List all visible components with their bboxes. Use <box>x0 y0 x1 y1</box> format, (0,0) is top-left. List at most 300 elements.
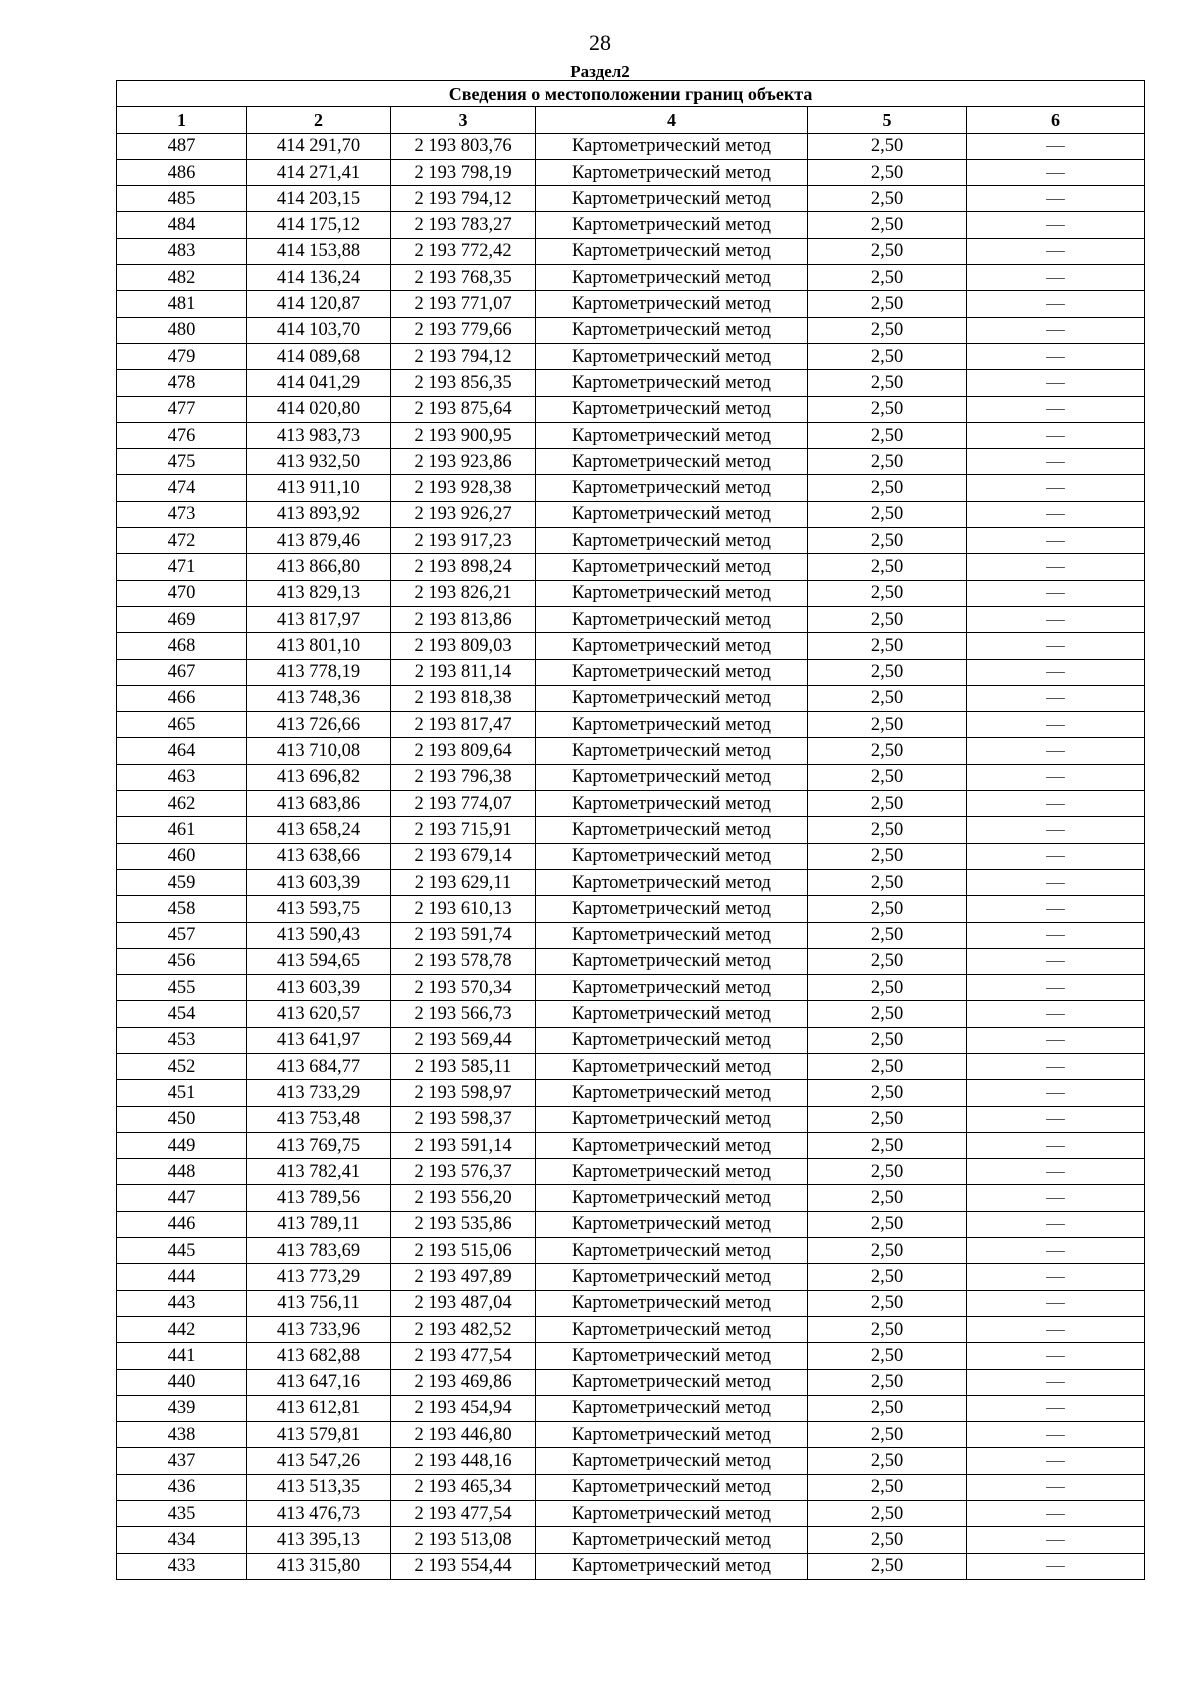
point-number-cell: 454 <box>117 1001 247 1027</box>
x-coordinate-cell: 414 103,70 <box>247 317 391 343</box>
point-number-cell: 472 <box>117 528 247 554</box>
y-coordinate-cell: 2 193 554,44 <box>391 1553 536 1579</box>
description-cell: — <box>967 712 1145 738</box>
description-cell: — <box>967 948 1145 974</box>
point-number-cell: 464 <box>117 738 247 764</box>
point-number-cell: 456 <box>117 948 247 974</box>
precision-cell: 2,50 <box>808 791 967 817</box>
description-cell: — <box>967 1369 1145 1395</box>
precision-cell: 2,50 <box>808 449 967 475</box>
description-cell: — <box>967 843 1145 869</box>
y-coordinate-cell: 2 193 794,12 <box>391 186 536 212</box>
point-number-cell: 438 <box>117 1422 247 1448</box>
table-row <box>117 396 1145 422</box>
point-number-cell: 462 <box>117 791 247 817</box>
x-coordinate-cell: 413 789,11 <box>247 1211 391 1237</box>
y-coordinate-cell: 2 193 629,11 <box>391 869 536 895</box>
table-row <box>117 343 1145 369</box>
table-row <box>117 317 1145 343</box>
x-coordinate-cell: 413 641,97 <box>247 1027 391 1053</box>
precision-cell: 2,50 <box>808 1290 967 1316</box>
table-row <box>117 712 1145 738</box>
precision-cell: 2,50 <box>808 712 967 738</box>
point-number-cell: 448 <box>117 1159 247 1185</box>
table-row <box>117 1159 1145 1185</box>
point-number-cell: 442 <box>117 1316 247 1342</box>
x-coordinate-cell: 414 120,87 <box>247 291 391 317</box>
x-coordinate-cell: 413 801,10 <box>247 633 391 659</box>
x-coordinate-cell: 413 726,66 <box>247 712 391 738</box>
method-cell: Картометрический метод <box>536 1132 808 1158</box>
description-cell: — <box>967 501 1145 527</box>
y-coordinate-cell: 2 193 779,66 <box>391 317 536 343</box>
table-row <box>117 186 1145 212</box>
method-cell: Картометрический метод <box>536 317 808 343</box>
precision-cell: 2,50 <box>808 1395 967 1421</box>
method-cell: Картометрический метод <box>536 948 808 974</box>
method-cell: Картометрический метод <box>536 1053 808 1079</box>
column-header: 5 <box>808 107 967 133</box>
x-coordinate-cell: 413 756,11 <box>247 1290 391 1316</box>
method-cell: Картометрический метод <box>536 764 808 790</box>
section-title: Раздел2 <box>570 62 630 81</box>
x-coordinate-cell: 413 684,77 <box>247 1053 391 1079</box>
method-cell: Картометрический метод <box>536 712 808 738</box>
method-cell: Картометрический метод <box>536 554 808 580</box>
point-number-cell: 453 <box>117 1027 247 1053</box>
precision-cell: 2,50 <box>808 238 967 264</box>
x-coordinate-cell: 413 683,86 <box>247 791 391 817</box>
precision-cell: 2,50 <box>808 1422 967 1448</box>
y-coordinate-cell: 2 193 598,37 <box>391 1106 536 1132</box>
description-cell: — <box>967 738 1145 764</box>
x-coordinate-cell: 414 203,15 <box>247 186 391 212</box>
method-cell: Картометрический метод <box>536 738 808 764</box>
method-cell: Картометрический метод <box>536 922 808 948</box>
method-cell: Картометрический метод <box>536 422 808 448</box>
y-coordinate-cell: 2 193 803,76 <box>391 133 536 159</box>
precision-cell: 2,50 <box>808 659 967 685</box>
point-number-cell: 473 <box>117 501 247 527</box>
description-cell: — <box>967 422 1145 448</box>
point-number-cell: 433 <box>117 1553 247 1579</box>
method-cell: Картометрический метод <box>536 1448 808 1474</box>
x-coordinate-cell: 414 271,41 <box>247 159 391 185</box>
precision-cell: 2,50 <box>808 133 967 159</box>
y-coordinate-cell: 2 193 576,37 <box>391 1159 536 1185</box>
y-coordinate-cell: 2 193 813,86 <box>391 606 536 632</box>
x-coordinate-cell: 413 593,75 <box>247 896 391 922</box>
table-row <box>117 422 1145 448</box>
table-row <box>117 1106 1145 1132</box>
method-cell: Картометрический метод <box>536 817 808 843</box>
precision-cell: 2,50 <box>808 869 967 895</box>
precision-cell: 2,50 <box>808 843 967 869</box>
point-number-cell: 486 <box>117 159 247 185</box>
y-coordinate-cell: 2 193 811,14 <box>391 659 536 685</box>
x-coordinate-cell: 413 696,82 <box>247 764 391 790</box>
precision-cell: 2,50 <box>808 896 967 922</box>
table-row <box>117 1448 1145 1474</box>
table-row <box>117 1264 1145 1290</box>
method-cell: Картометрический метод <box>536 606 808 632</box>
precision-cell: 2,50 <box>808 685 967 711</box>
y-coordinate-cell: 2 193 898,24 <box>391 554 536 580</box>
y-coordinate-cell: 2 193 591,74 <box>391 922 536 948</box>
y-coordinate-cell: 2 193 679,14 <box>391 843 536 869</box>
description-cell: — <box>967 1316 1145 1342</box>
point-number-cell: 451 <box>117 1080 247 1106</box>
precision-cell: 2,50 <box>808 1159 967 1185</box>
description-cell: — <box>967 817 1145 843</box>
description-cell: — <box>967 291 1145 317</box>
x-coordinate-cell: 413 579,81 <box>247 1422 391 1448</box>
point-number-cell: 443 <box>117 1290 247 1316</box>
point-number-cell: 466 <box>117 685 247 711</box>
table-row <box>117 869 1145 895</box>
description-cell: — <box>967 343 1145 369</box>
method-cell: Картометрический метод <box>536 633 808 659</box>
y-coordinate-cell: 2 193 923,86 <box>391 449 536 475</box>
description-cell: — <box>967 554 1145 580</box>
x-coordinate-cell: 414 020,80 <box>247 396 391 422</box>
precision-cell: 2,50 <box>808 528 967 554</box>
point-number-cell: 474 <box>117 475 247 501</box>
point-number-cell: 440 <box>117 1369 247 1395</box>
precision-cell: 2,50 <box>808 580 967 606</box>
description-cell: — <box>967 1343 1145 1369</box>
method-cell: Картометрический метод <box>536 1527 808 1553</box>
description-cell: — <box>967 1106 1145 1132</box>
y-coordinate-cell: 2 193 465,34 <box>391 1474 536 1500</box>
description-cell: — <box>967 1211 1145 1237</box>
point-number-cell: 482 <box>117 265 247 291</box>
x-coordinate-cell: 413 932,50 <box>247 449 391 475</box>
precision-cell: 2,50 <box>808 1343 967 1369</box>
point-number-cell: 436 <box>117 1474 247 1500</box>
x-coordinate-cell: 413 893,92 <box>247 501 391 527</box>
x-coordinate-cell: 413 866,80 <box>247 554 391 580</box>
point-number-cell: 452 <box>117 1053 247 1079</box>
x-coordinate-cell: 413 476,73 <box>247 1501 391 1527</box>
point-number-cell: 441 <box>117 1343 247 1369</box>
table-row <box>117 1027 1145 1053</box>
method-cell: Картометрический метод <box>536 1343 808 1369</box>
y-coordinate-cell: 2 193 826,21 <box>391 580 536 606</box>
description-cell: — <box>967 869 1145 895</box>
point-number-cell: 469 <box>117 606 247 632</box>
table-row <box>117 764 1145 790</box>
point-number-cell: 481 <box>117 291 247 317</box>
table-row <box>117 1132 1145 1158</box>
y-coordinate-cell: 2 193 928,38 <box>391 475 536 501</box>
x-coordinate-cell: 414 153,88 <box>247 238 391 264</box>
column-header: 2 <box>247 107 391 133</box>
point-number-cell: 437 <box>117 1448 247 1474</box>
precision-cell: 2,50 <box>808 1527 967 1553</box>
method-cell: Картометрический метод <box>536 791 808 817</box>
table-row <box>117 738 1145 764</box>
y-coordinate-cell: 2 193 796,38 <box>391 764 536 790</box>
method-cell: Картометрический метод <box>536 1474 808 1500</box>
y-coordinate-cell: 2 193 610,13 <box>391 896 536 922</box>
method-cell: Картометрический метод <box>536 685 808 711</box>
point-number-cell: 465 <box>117 712 247 738</box>
table-row <box>117 1474 1145 1500</box>
precision-cell: 2,50 <box>808 291 967 317</box>
description-cell: — <box>967 1527 1145 1553</box>
description-cell: — <box>967 212 1145 238</box>
x-coordinate-cell: 413 612,81 <box>247 1395 391 1421</box>
precision-cell: 2,50 <box>808 975 967 1001</box>
table-row <box>117 133 1145 159</box>
description-cell: — <box>967 475 1145 501</box>
description-cell: — <box>967 1264 1145 1290</box>
method-cell: Картометрический метод <box>536 475 808 501</box>
y-coordinate-cell: 2 193 809,03 <box>391 633 536 659</box>
precision-cell: 2,50 <box>808 1080 967 1106</box>
x-coordinate-cell: 413 547,26 <box>247 1448 391 1474</box>
method-cell: Картометрический метод <box>536 370 808 396</box>
description-cell: — <box>967 764 1145 790</box>
table-row <box>117 1001 1145 1027</box>
point-number-cell: 445 <box>117 1238 247 1264</box>
x-coordinate-cell: 413 638,66 <box>247 843 391 869</box>
y-coordinate-cell: 2 193 900,95 <box>391 422 536 448</box>
y-coordinate-cell: 2 193 477,54 <box>391 1343 536 1369</box>
y-coordinate-cell: 2 193 446,80 <box>391 1422 536 1448</box>
x-coordinate-cell: 413 513,35 <box>247 1474 391 1500</box>
table-row <box>117 791 1145 817</box>
y-coordinate-cell: 2 193 794,12 <box>391 343 536 369</box>
x-coordinate-cell: 413 315,80 <box>247 1553 391 1579</box>
y-coordinate-cell: 2 193 570,34 <box>391 975 536 1001</box>
table-row <box>117 291 1145 317</box>
description-cell: — <box>967 1395 1145 1421</box>
description-cell: — <box>967 922 1145 948</box>
x-coordinate-cell: 413 983,73 <box>247 422 391 448</box>
precision-cell: 2,50 <box>808 1211 967 1237</box>
precision-cell: 2,50 <box>808 396 967 422</box>
table-row <box>117 633 1145 659</box>
method-cell: Картометрический метод <box>536 238 808 264</box>
point-number-cell: 458 <box>117 896 247 922</box>
table-row <box>117 948 1145 974</box>
column-header: 6 <box>967 107 1145 133</box>
description-cell: — <box>967 606 1145 632</box>
point-number-cell: 446 <box>117 1211 247 1237</box>
method-cell: Картометрический метод <box>536 1553 808 1579</box>
description-cell: — <box>967 528 1145 554</box>
method-cell: Картометрический метод <box>536 843 808 869</box>
description-cell: — <box>967 1422 1145 1448</box>
x-coordinate-cell: 413 647,16 <box>247 1369 391 1395</box>
y-coordinate-cell: 2 193 515,06 <box>391 1238 536 1264</box>
description-cell: — <box>967 396 1145 422</box>
x-coordinate-cell: 413 778,19 <box>247 659 391 685</box>
method-cell: Картометрический метод <box>536 501 808 527</box>
x-coordinate-cell: 413 817,97 <box>247 606 391 632</box>
y-coordinate-cell: 2 193 556,20 <box>391 1185 536 1211</box>
point-number-cell: 485 <box>117 186 247 212</box>
table-row <box>117 528 1145 554</box>
point-number-cell: 475 <box>117 449 247 475</box>
precision-cell: 2,50 <box>808 554 967 580</box>
column-header: 4 <box>536 107 808 133</box>
x-coordinate-cell: 414 041,29 <box>247 370 391 396</box>
method-cell: Картометрический метод <box>536 1027 808 1053</box>
y-coordinate-cell: 2 193 513,08 <box>391 1527 536 1553</box>
method-cell: Картометрический метод <box>536 1369 808 1395</box>
precision-cell: 2,50 <box>808 1053 967 1079</box>
x-coordinate-cell: 413 748,36 <box>247 685 391 711</box>
precision-cell: 2,50 <box>808 1001 967 1027</box>
method-cell: Картометрический метод <box>536 1501 808 1527</box>
description-cell: — <box>967 1159 1145 1185</box>
table-row <box>117 1369 1145 1395</box>
x-coordinate-cell: 413 753,48 <box>247 1106 391 1132</box>
method-cell: Картометрический метод <box>536 1185 808 1211</box>
y-coordinate-cell: 2 193 856,35 <box>391 370 536 396</box>
description-cell: — <box>967 1185 1145 1211</box>
y-coordinate-cell: 2 193 875,64 <box>391 396 536 422</box>
y-coordinate-cell: 2 193 715,91 <box>391 817 536 843</box>
x-coordinate-cell: 413 682,88 <box>247 1343 391 1369</box>
method-cell: Картометрический метод <box>536 1238 808 1264</box>
precision-cell: 2,50 <box>808 948 967 974</box>
precision-cell: 2,50 <box>808 817 967 843</box>
table-row <box>117 212 1145 238</box>
table-row <box>117 1501 1145 1527</box>
description-cell: — <box>967 1448 1145 1474</box>
table-row <box>117 554 1145 580</box>
y-coordinate-cell: 2 193 772,42 <box>391 238 536 264</box>
table-row <box>117 843 1145 869</box>
point-number-cell: 439 <box>117 1395 247 1421</box>
method-cell: Картометрический метод <box>536 869 808 895</box>
table-row <box>117 1395 1145 1421</box>
point-number-cell: 461 <box>117 817 247 843</box>
precision-cell: 2,50 <box>808 186 967 212</box>
y-coordinate-cell: 2 193 809,64 <box>391 738 536 764</box>
description-cell: — <box>967 633 1145 659</box>
x-coordinate-cell: 413 783,69 <box>247 1238 391 1264</box>
table-row <box>117 580 1145 606</box>
table-row <box>117 817 1145 843</box>
method-cell: Картометрический метод <box>536 896 808 922</box>
description-cell: — <box>967 238 1145 264</box>
point-number-cell: 463 <box>117 764 247 790</box>
precision-cell: 2,50 <box>808 606 967 632</box>
y-coordinate-cell: 2 193 818,38 <box>391 685 536 711</box>
point-number-cell: 434 <box>117 1527 247 1553</box>
precision-cell: 2,50 <box>808 738 967 764</box>
x-coordinate-cell: 413 620,57 <box>247 1001 391 1027</box>
method-cell: Картометрический метод <box>536 975 808 1001</box>
precision-cell: 2,50 <box>808 265 967 291</box>
method-cell: Картометрический метод <box>536 659 808 685</box>
precision-cell: 2,50 <box>808 212 967 238</box>
x-coordinate-cell: 413 710,08 <box>247 738 391 764</box>
method-cell: Картометрический метод <box>536 1106 808 1132</box>
y-coordinate-cell: 2 193 497,89 <box>391 1264 536 1290</box>
description-cell: — <box>967 975 1145 1001</box>
precision-cell: 2,50 <box>808 1106 967 1132</box>
method-cell: Картометрический метод <box>536 265 808 291</box>
y-coordinate-cell: 2 193 598,97 <box>391 1080 536 1106</box>
method-cell: Картометрический метод <box>536 1395 808 1421</box>
table-row <box>117 1185 1145 1211</box>
point-number-cell: 459 <box>117 869 247 895</box>
description-cell: — <box>967 317 1145 343</box>
point-number-cell: 468 <box>117 633 247 659</box>
y-coordinate-cell: 2 193 768,35 <box>391 265 536 291</box>
method-cell: Картометрический метод <box>536 186 808 212</box>
y-coordinate-cell: 2 193 569,44 <box>391 1027 536 1053</box>
precision-cell: 2,50 <box>808 1474 967 1500</box>
description-cell: — <box>967 1080 1145 1106</box>
precision-cell: 2,50 <box>808 1264 967 1290</box>
x-coordinate-cell: 413 594,65 <box>247 948 391 974</box>
table-row <box>117 1238 1145 1264</box>
x-coordinate-cell: 414 291,70 <box>247 133 391 159</box>
x-coordinate-cell: 413 911,10 <box>247 475 391 501</box>
method-cell: Картометрический метод <box>536 1290 808 1316</box>
x-coordinate-cell: 413 789,56 <box>247 1185 391 1211</box>
x-coordinate-cell: 413 658,24 <box>247 817 391 843</box>
x-coordinate-cell: 413 603,39 <box>247 975 391 1001</box>
x-coordinate-cell: 414 089,68 <box>247 343 391 369</box>
boundary-coordinates-table <box>116 80 1145 1580</box>
precision-cell: 2,50 <box>808 501 967 527</box>
precision-cell: 2,50 <box>808 343 967 369</box>
point-number-cell: 460 <box>117 843 247 869</box>
method-cell: Картометрический метод <box>536 291 808 317</box>
table-row <box>117 1422 1145 1448</box>
table-row <box>117 1553 1145 1579</box>
x-coordinate-cell: 413 603,39 <box>247 869 391 895</box>
precision-cell: 2,50 <box>808 764 967 790</box>
description-cell: — <box>967 133 1145 159</box>
table-row <box>117 475 1145 501</box>
method-cell: Картометрический метод <box>536 1080 808 1106</box>
table-caption: Сведения о местоположении границ объекта <box>117 81 1145 107</box>
point-number-cell: 471 <box>117 554 247 580</box>
table-row <box>117 1053 1145 1079</box>
table-row <box>117 606 1145 632</box>
y-coordinate-cell: 2 193 798,19 <box>391 159 536 185</box>
description-cell: — <box>967 186 1145 212</box>
column-header: 1 <box>117 107 247 133</box>
table-row <box>117 975 1145 1001</box>
point-number-cell: 457 <box>117 922 247 948</box>
table-row <box>117 449 1145 475</box>
x-coordinate-cell: 413 769,75 <box>247 1132 391 1158</box>
point-number-cell: 449 <box>117 1132 247 1158</box>
point-number-cell: 470 <box>117 580 247 606</box>
description-cell: — <box>967 159 1145 185</box>
table-row <box>117 501 1145 527</box>
point-number-cell: 450 <box>117 1106 247 1132</box>
y-coordinate-cell: 2 193 771,07 <box>391 291 536 317</box>
description-cell: — <box>967 580 1145 606</box>
point-number-cell: 487 <box>117 133 247 159</box>
table-row <box>117 659 1145 685</box>
precision-cell: 2,50 <box>808 1238 967 1264</box>
precision-cell: 2,50 <box>808 1132 967 1158</box>
y-coordinate-cell: 2 193 448,16 <box>391 1448 536 1474</box>
point-number-cell: 478 <box>117 370 247 396</box>
